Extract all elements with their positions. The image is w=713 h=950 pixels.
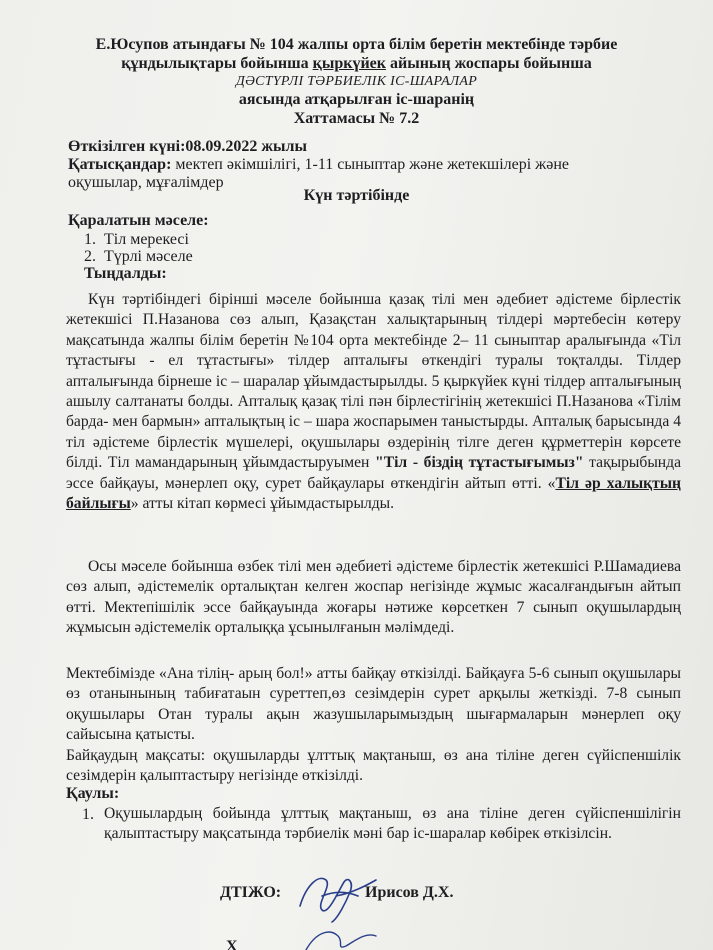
- signature-label: ДТІЖО:: [220, 884, 282, 901]
- header-line-2-end: айының жоспары бойынша: [385, 55, 592, 72]
- protocol-title: Хаттамасы № 7.2: [293, 110, 420, 127]
- decision-text: Оқушылардың бойында ұлттық мақтаныш, өз ана тіліне деген сүйіспеншілігін қалыптастыру мақсатында тәрбиелік мәні бар іс-шаралар көбірек өткізілсін.: [104, 805, 681, 843]
- agenda-item-2-text: Түрлі мәселе: [104, 248, 193, 265]
- paragraph-1-text-c: тақырыбында эссе байқауы, мәнерлеп оқу, сурет байқаулары өткендігін айтып өтті. «: [66, 454, 682, 492]
- decision-number: 1.: [82, 806, 94, 823]
- second-signature-ink: [226, 922, 386, 950]
- agenda-item-1-text: Тіл мерекесі: [104, 231, 189, 248]
- paragraph-2: Осы мәселе бойынша өзбек тілі мен әдебиеті әдістеме бірлестік жетекшісі Р.Шамадиева сөз алып, әдістемелік орталықтан келген жоспар негізінде жұмыс жасалғандығын айтып өтті. Мектепішілік эссе байқауында жоғары нәтиже көрсеткен 7 сынып оқушылардың жұмысын әдістемелік орталыққа ұсынылғанын мәлімдеді.: [66, 558, 681, 637]
- header-line-4: аясында атқарылған іс-шаранің: [238, 91, 475, 108]
- meeting-date: Өткізілген күні:08.09.2022 жылы: [68, 138, 307, 155]
- paragraph-1: [66, 290, 681, 514]
- bottom-partial-text: Х: [226, 938, 238, 950]
- signature-block: [220, 880, 520, 920]
- signatory-name: Ирисов Д.Х.: [365, 884, 454, 901]
- participants-text: мектеп әкімшілігі, 1-11 сыныптар және жетекшілері және: [171, 156, 569, 173]
- paragraph-1-text-e: » атты кітап көрмесі ұйымдастырылды.: [130, 495, 395, 513]
- header-line-1: Е.Юсупов атындағы № 104 жалпы орта білім беретін мектебінде тәрбие: [95, 36, 618, 53]
- decision-label: Қаулы:: [66, 785, 120, 802]
- heard-label: Тыңдалды:: [84, 265, 167, 282]
- participants-line-1: [68, 156, 569, 174]
- participants-label: Қатысқандар:: [68, 156, 172, 173]
- book-exhibition-title: Тіл әр халықтың байлығы: [66, 474, 681, 513]
- essay-topic: "Тіл - біздің тұтастығымыз": [375, 454, 584, 472]
- agenda-item-2: 2. Түрлі мәселе: [84, 248, 193, 265]
- header-line-2-start: құндылықтары бойынша: [121, 55, 313, 72]
- header-month: қыркүйек: [312, 55, 386, 72]
- paragraph-3: Мектебімізде «Ана тілің- арың бол!» атты байқау өткізілді. Байқауға 5-6 сынып оқушылары өз отанынының табиғатаын суреттеп,өз сезімдерін сурет арқылы жеткізді. 7-8 сынып оқушылары Отан туралы ақын жазушыларымыздың шығармаларын мәнерлеп оқу сайысына қатысты.: [66, 665, 681, 744]
- participants-line-2: оқушылар, мұғалімдер: [68, 174, 224, 191]
- header-line-2: [0, 55, 713, 73]
- header-line-3: ДӘСТҮРЛІ ТӘРБИЕЛІК ІС-ШАРАЛАР: [235, 74, 478, 89]
- paragraph-4: Байқаудың мақсаты: оқушыларды ұлттық мақтаныш, өз ана тіліне деген сүйіспеншілік сезімдерін қалыптастыру негізінде өткізілді.: [66, 747, 681, 785]
- agenda-item-1: 1. Тіл мерекесі: [84, 231, 189, 248]
- agenda-title: Күн тәртібінде: [303, 187, 410, 204]
- paragraph-1-text-a: Күн тәртібіндегі бірінші мәселе бойынша қазақ тілі мен әдебиет әдістеме бірлестік жетекшісі П.Назанова сөз алып, Қазақстан халықтарының тілдері мәртебесін көтеру мақсатында жалпы білім беретін №104 орта мектебінде 2– 11 сыныптар аралығында «Тіл тұтастығы - ел тұтастығы» тілдер апталығы өткендігі туралы тоқталды. Тілдер апталығында бірнеше іс – шаралар ұйымдастырылды. 5 қыркүйек күні тілдер апталығының ашылу салтанаты болды. Апталық қазақ тілі пән бірлестігінің жетекшісі П.Назанова «Тілім барда- мен бармын» апталықтың іс – шара жоспарымен таныстырды. Апталық барысында 4 тіл әдістеме бірлестік мүшелері, оқушылары өздерінің тілге деген құрметтерін көрсете білді. Тіл мамандарының ұйымдастыруымен: [66, 291, 681, 472]
- issues-label: Қаралатын мәселе:: [68, 212, 209, 229]
